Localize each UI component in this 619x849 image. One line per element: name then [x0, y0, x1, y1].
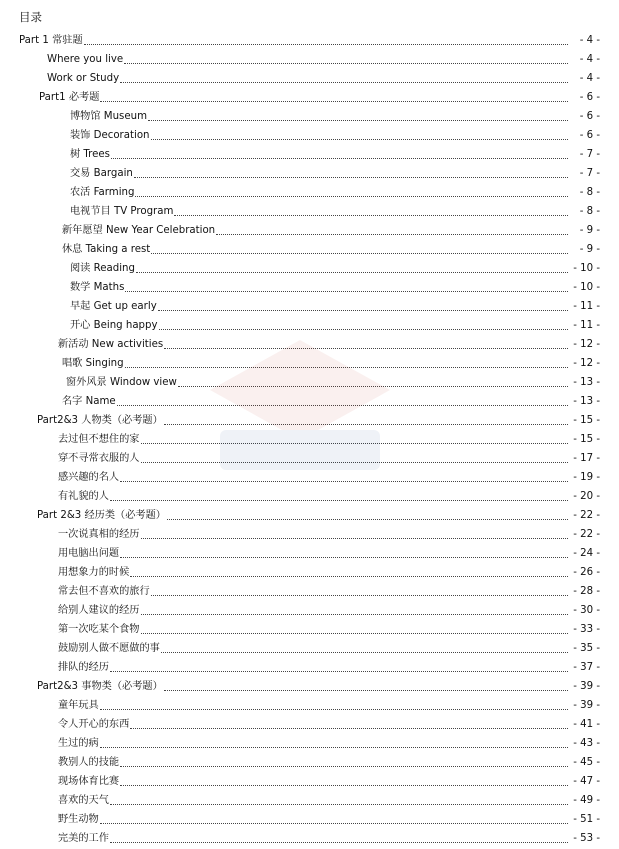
dot-leader [84, 43, 568, 45]
toc-entry-label: 令人开心的东西 [58, 719, 130, 730]
toc-entry[interactable] [0, 126, 619, 145]
toc-entry-page-number: - 35 - [573, 643, 600, 654]
dot-leader [136, 271, 568, 273]
toc-entry[interactable] [0, 31, 619, 50]
toc-entry-line [58, 832, 600, 846]
toc-entry-line [58, 813, 600, 827]
toc-entry[interactable] [0, 164, 619, 183]
toc-entry[interactable] [0, 563, 619, 582]
toc-entry-line [58, 338, 600, 352]
toc-entry[interactable] [0, 696, 619, 715]
toc-entry-page-number: - 51 - [573, 814, 600, 825]
dot-leader [178, 385, 568, 387]
toc-entry[interactable] [0, 658, 619, 677]
dot-leader [111, 157, 568, 159]
dot-leader [216, 233, 568, 235]
toc-entry-page-number: - 15 - [573, 434, 600, 445]
dot-leader [110, 499, 568, 501]
toc-entry-page-number: - 17 - [573, 453, 600, 464]
toc-entry-page-number: - 43 - [573, 738, 600, 749]
toc-entry-line [62, 357, 600, 371]
toc-entry-label: 常去但不喜欢的旅行 [58, 586, 150, 597]
toc-entry-page-number: - 15 - [573, 415, 600, 426]
toc-entry-line [58, 756, 600, 770]
toc-entry-line [58, 585, 600, 599]
toc-entry-page-number: - 45 - [573, 757, 600, 768]
toc-entry[interactable] [0, 791, 619, 810]
toc-entry[interactable] [0, 145, 619, 164]
toc-entry-line [47, 53, 600, 67]
toc-entry[interactable] [0, 715, 619, 734]
toc-entry-line [19, 34, 600, 48]
dot-leader [120, 765, 568, 767]
toc-title: 目录 [19, 10, 42, 24]
toc-entry[interactable] [0, 316, 619, 335]
toc-entry-label: Part1 必考题 [39, 92, 100, 103]
toc-entry-line [58, 452, 600, 466]
toc-entry-page-number: - 39 - [573, 681, 600, 692]
dot-leader [100, 708, 568, 710]
toc-entry-label: 窗外风景 Window view [66, 377, 177, 388]
dot-leader [158, 309, 568, 311]
toc-entry-label: 野生动物 [58, 814, 99, 825]
toc-entry-line [58, 661, 600, 675]
toc-entry-label: 完美的工作 [58, 833, 109, 844]
toc-entry-line [70, 110, 600, 124]
toc-entry-line [70, 281, 600, 295]
toc-entry-line [70, 319, 600, 333]
dot-leader [174, 214, 568, 216]
toc-entry[interactable] [0, 69, 619, 88]
toc-entry[interactable] [0, 449, 619, 468]
toc-entry-page-number: - 8 - [579, 206, 600, 217]
dot-leader [100, 100, 568, 102]
toc-entry-page-number: - 53 - [573, 833, 600, 844]
toc-entry-page-number: - 6 - [579, 130, 600, 141]
toc-entry-page-number: - 33 - [573, 624, 600, 635]
toc-entry-line [58, 623, 600, 637]
dot-leader [151, 594, 568, 596]
toc-entry[interactable] [0, 373, 619, 392]
toc-entry-page-number: - 4 - [579, 73, 600, 84]
toc-entry[interactable] [0, 259, 619, 278]
toc-entry[interactable] [0, 278, 619, 297]
dot-leader [124, 62, 568, 64]
dot-leader [110, 670, 568, 672]
toc-entry-page-number: - 39 - [573, 700, 600, 711]
toc-entry-page-number: - 22 - [573, 510, 600, 521]
toc-entry-label: 用想象力的时候 [58, 567, 130, 578]
toc-entry-label: 阅读 Reading [70, 263, 135, 274]
toc-entry[interactable] [0, 297, 619, 316]
dot-leader [110, 803, 568, 805]
toc-entry-line [58, 718, 600, 732]
dot-leader [161, 651, 568, 653]
dot-leader [120, 480, 568, 482]
toc-entry-line [70, 167, 600, 181]
dot-leader [141, 632, 569, 634]
dot-leader [120, 81, 568, 83]
toc-entry-line [62, 243, 600, 257]
toc-entry[interactable] [0, 525, 619, 544]
toc-entry-page-number: - 7 - [579, 149, 600, 160]
toc-entry[interactable] [0, 202, 619, 221]
dot-leader [120, 556, 568, 558]
toc-entry-line [58, 471, 600, 485]
dot-leader [164, 423, 568, 425]
toc-entry[interactable] [0, 430, 619, 449]
toc-entry-label: Part 1 常驻题 [19, 35, 83, 46]
toc-entry-page-number: - 11 - [573, 320, 600, 331]
toc-entry[interactable] [0, 772, 619, 791]
toc-entry-page-number: - 47 - [573, 776, 600, 787]
dot-leader [167, 518, 568, 520]
toc-entry[interactable] [0, 582, 619, 601]
toc-entry-label: 休息 Taking a rest [62, 244, 151, 255]
toc-entry[interactable] [0, 468, 619, 487]
toc-entry-page-number: - 30 - [573, 605, 600, 616]
toc-entry-page-number: - 13 - [573, 377, 600, 388]
toc-entry[interactable] [0, 487, 619, 506]
toc-entry[interactable] [0, 753, 619, 772]
dot-leader [100, 746, 568, 748]
dot-leader [134, 176, 568, 178]
toc-entry-line [37, 680, 600, 694]
toc-entry-label: 排队的经历 [58, 662, 109, 673]
toc-entry-label: 交易 Bargain [70, 168, 133, 179]
dot-leader [141, 461, 569, 463]
toc-entry-label: 唱歌 Singing [62, 358, 124, 369]
toc-entry-page-number: - 19 - [573, 472, 600, 483]
toc-entry-label: 现场体育比赛 [58, 776, 120, 787]
toc-entry-line [58, 794, 600, 808]
dot-leader [125, 290, 568, 292]
toc-entry-line [37, 414, 600, 428]
toc-entry-page-number: - 13 - [573, 396, 600, 407]
toc-entry-line [70, 262, 600, 276]
toc-entry-label: 早起 Get up early [70, 301, 157, 312]
toc-entry-line [39, 91, 600, 105]
toc-entry-line [70, 186, 600, 200]
toc-entry-page-number: - 12 - [573, 339, 600, 350]
toc-entry-label: 装饰 Decoration [70, 130, 150, 141]
toc-entry[interactable] [0, 506, 619, 525]
toc-entry-page-number: - 4 - [579, 35, 600, 46]
toc-entry-line [62, 395, 600, 409]
toc-entry-page-number: - 9 - [579, 244, 600, 255]
toc-entry-line [58, 528, 600, 542]
toc-entry-page-number: - 22 - [573, 529, 600, 540]
table-of-contents [0, 31, 619, 848]
dot-leader [100, 822, 568, 824]
toc-entry-page-number: - 24 - [573, 548, 600, 559]
toc-entry-label: Part2&3 人物类（必考题） [37, 415, 163, 426]
toc-entry[interactable] [0, 88, 619, 107]
toc-entry-label: 教别人的技能 [58, 757, 120, 768]
toc-entry-label: 新活动 New activities [58, 339, 164, 350]
toc-entry-page-number: - 20 - [573, 491, 600, 502]
toc-entry-line [58, 604, 600, 618]
toc-entry-page-number: - 8 - [579, 187, 600, 198]
toc-entry-line [58, 699, 600, 713]
toc-entry[interactable] [0, 810, 619, 829]
toc-entry-label: 新年愿望 New Year Celebration [62, 225, 216, 236]
toc-entry-label: 用电脑出问题 [58, 548, 120, 559]
toc-entry-page-number: - 26 - [573, 567, 600, 578]
toc-entry[interactable] [0, 544, 619, 563]
toc-entry-page-number: - 10 - [573, 282, 600, 293]
toc-entry-line [58, 547, 600, 561]
toc-entry-page-number: - 6 - [579, 111, 600, 122]
toc-entry-line [58, 775, 600, 789]
dot-leader [141, 442, 569, 444]
dot-leader [148, 119, 568, 121]
toc-entry[interactable] [0, 639, 619, 658]
toc-entry-label: 农活 Farming [70, 187, 135, 198]
toc-entry[interactable] [0, 601, 619, 620]
toc-entry-label: 名字 Name [62, 396, 116, 407]
toc-entry-line [58, 566, 600, 580]
dot-leader [159, 328, 568, 330]
toc-entry-label: 童年玩具 [58, 700, 99, 711]
toc-entry-label: 给别人建议的经历 [58, 605, 140, 616]
toc-entry-line [47, 72, 600, 86]
toc-entry[interactable] [0, 107, 619, 126]
toc-entry[interactable] [0, 335, 619, 354]
toc-entry-label: 穿不寻常衣服的人 [58, 453, 140, 464]
toc-entry[interactable] [0, 677, 619, 696]
toc-entry-label: Where you live [47, 54, 124, 65]
toc-entry-label: 去过但不想住的家 [58, 434, 140, 445]
toc-entry-page-number: - 10 - [573, 263, 600, 274]
toc-entry-label: 数学 Maths [70, 282, 125, 293]
toc-entry-page-number: - 41 - [573, 719, 600, 730]
dot-leader [120, 784, 568, 786]
toc-entry[interactable] [0, 734, 619, 753]
toc-entry[interactable] [0, 50, 619, 69]
toc-entry[interactable] [0, 221, 619, 240]
toc-entry[interactable] [0, 183, 619, 202]
toc-entry-line [58, 737, 600, 751]
toc-entry[interactable] [0, 620, 619, 639]
dot-leader [135, 195, 568, 197]
toc-entry-page-number: - 12 - [573, 358, 600, 369]
toc-entry-label: 电视节目 TV Program [70, 206, 174, 217]
toc-entry-page-number: - 7 - [579, 168, 600, 179]
dot-leader [164, 347, 568, 349]
toc-entry-page-number: - 4 - [579, 54, 600, 65]
toc-entry[interactable] [0, 240, 619, 259]
toc-entry-label: Work or Study [47, 73, 120, 84]
toc-entry-label: Part2&3 事物类（必考题） [37, 681, 163, 692]
toc-entry-label: Part 2&3 经历类（必考题） [37, 510, 166, 521]
toc-entry-line [58, 433, 600, 447]
toc-entry-page-number: - 37 - [573, 662, 600, 673]
toc-entry-page-number: - 28 - [573, 586, 600, 597]
dot-leader [130, 727, 568, 729]
toc-entry[interactable] [0, 411, 619, 430]
toc-entry-label: 喜欢的天气 [58, 795, 109, 806]
toc-entry-line [58, 642, 600, 656]
toc-entry-line [58, 490, 600, 504]
dot-leader [117, 404, 568, 406]
toc-entry-line [70, 300, 600, 314]
dot-leader [151, 252, 568, 254]
dot-leader [110, 841, 568, 843]
toc-entry-label: 有礼貌的人 [58, 491, 109, 502]
dot-leader [141, 537, 569, 539]
toc-entry-page-number: - 49 - [573, 795, 600, 806]
toc-entry-label: 鼓励别人做不愿做的事 [58, 643, 160, 654]
toc-entry-label: 感兴趣的名人 [58, 472, 120, 483]
dot-leader [130, 575, 568, 577]
toc-entry-label: 一次说真相的经历 [58, 529, 140, 540]
toc-entry-label: 生过的病 [58, 738, 99, 749]
toc-entry-label: 博物馆 Museum [70, 111, 148, 122]
toc-entry[interactable] [0, 354, 619, 373]
toc-entry-label: 第一次吃某个食物 [58, 624, 140, 635]
toc-entry[interactable] [0, 392, 619, 411]
toc-entry[interactable] [0, 829, 619, 848]
dot-leader [125, 366, 568, 368]
toc-entry-page-number: - 9 - [579, 225, 600, 236]
toc-entry-line [62, 224, 600, 238]
dot-leader [164, 689, 568, 691]
toc-entry-line [70, 205, 600, 219]
toc-entry-page-number: - 6 - [579, 92, 600, 103]
dot-leader [141, 613, 569, 615]
toc-entry-label: 开心 Being happy [70, 320, 158, 331]
toc-entry-page-number: - 11 - [573, 301, 600, 312]
toc-entry-line [66, 376, 600, 390]
dot-leader [151, 138, 568, 140]
toc-entry-line [37, 509, 600, 523]
toc-entry-line [70, 129, 600, 143]
toc-entry-line [70, 148, 600, 162]
toc-entry-label: 树 Trees [70, 149, 110, 160]
